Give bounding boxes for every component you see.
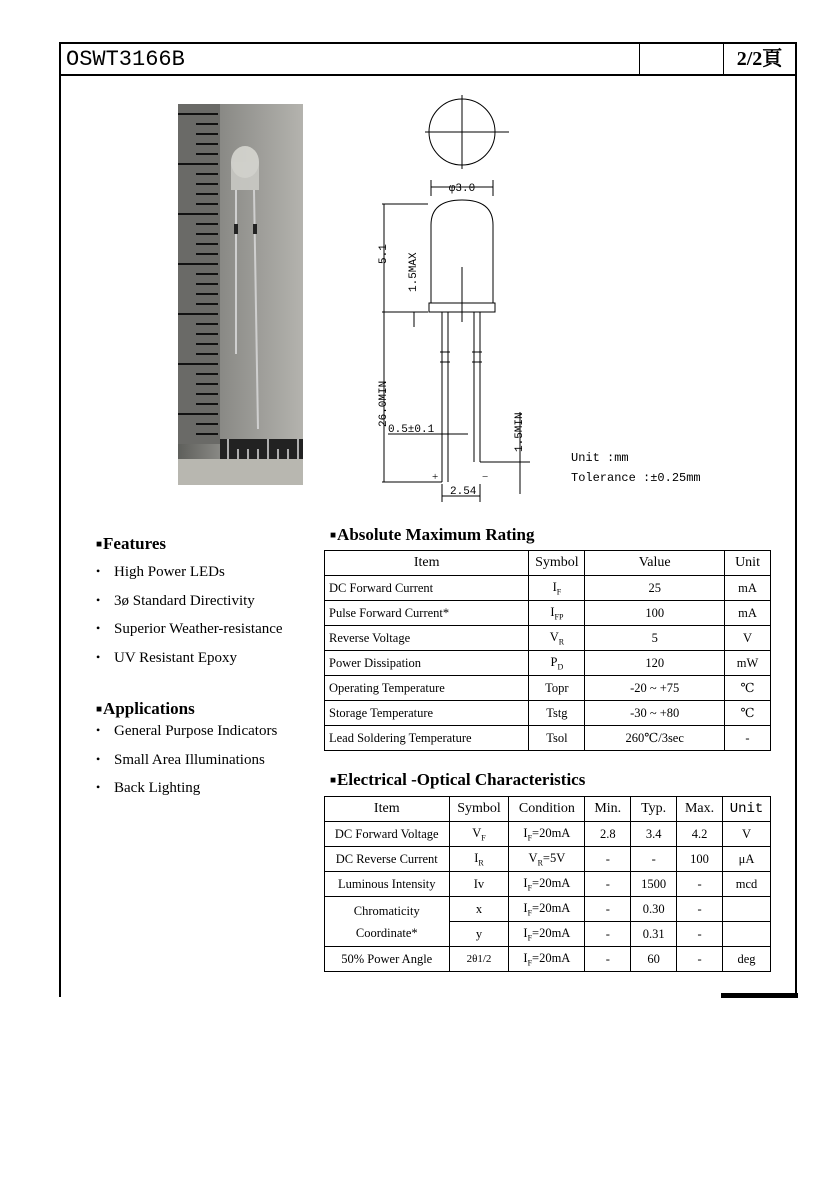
cell-symbol: $I_{FP}$ <box>529 601 585 626</box>
cell-item: Power Dissipation <box>325 651 529 676</box>
cell-condition: $I_F=20mA$ <box>509 872 585 897</box>
table-row <box>325 651 771 676</box>
table-row <box>325 576 771 601</box>
dim-flange: 1.5MAX <box>408 252 420 292</box>
col-unit: Unit <box>723 797 771 822</box>
cell-min: - <box>585 872 631 897</box>
table-header-row <box>325 551 771 576</box>
col-value: Value <box>585 551 725 576</box>
cell-item: Operating Temperature <box>325 676 529 701</box>
cell-item: Chromaticity Coordinate* <box>325 897 450 947</box>
header-bar <box>59 42 797 76</box>
cell-max: - <box>677 872 723 897</box>
col-min: Min. <box>585 797 631 822</box>
applications-list <box>96 723 277 809</box>
features-list <box>96 564 283 678</box>
cell-min: - <box>585 922 631 947</box>
cell-min: - <box>585 847 631 872</box>
cell-symbol: Tstg <box>529 701 585 726</box>
cell-item: DC Reverse Current <box>325 847 450 872</box>
cell-symbol: x <box>449 897 509 922</box>
dim-lead-min: 1.5MIN <box>514 412 526 452</box>
cell-item: 50% Power Angle <box>325 947 450 972</box>
applications-heading: ■Applications <box>96 699 195 718</box>
cell-min: - <box>585 897 631 922</box>
table-row <box>325 726 771 751</box>
list-item: • 3ø Standard Directivity <box>96 593 283 622</box>
table-row <box>325 701 771 726</box>
cell-value: 25 <box>585 576 725 601</box>
model-number: OSWT3166B <box>66 47 185 72</box>
col-item: Item <box>325 797 450 822</box>
cell-unit: mW <box>725 651 771 676</box>
electrical-table <box>324 796 771 972</box>
page-number: 2/2頁 <box>723 44 795 74</box>
cell-value: -20 ~ +75 <box>585 676 725 701</box>
cell-unit: mA <box>725 601 771 626</box>
cell-max: 4.2 <box>677 822 723 847</box>
dim-lead-width: 0.5±0.1 <box>388 424 435 436</box>
table-row <box>325 626 771 651</box>
cell-typ: 0.31 <box>631 922 677 947</box>
cell-max: - <box>677 947 723 972</box>
cell-typ: 1500 <box>631 872 677 897</box>
cell-unit: V <box>723 822 771 847</box>
cell-symbol: Topr <box>529 676 585 701</box>
cell-value: 120 <box>585 651 725 676</box>
col-symbol: Symbol <box>529 551 585 576</box>
dim-diameter: φ3.0 <box>448 183 476 195</box>
cell-symbol: $I_F$ <box>529 576 585 601</box>
cell-symbol: $I_R$ <box>449 847 509 872</box>
absolute-heading: ■Absolute Maximum Rating <box>330 525 535 544</box>
table-row <box>325 676 771 701</box>
bottom-bar <box>721 993 798 998</box>
cell-condition: $I_F=20mA$ <box>509 822 585 847</box>
cell-typ: 3.4 <box>631 822 677 847</box>
cell-max: - <box>677 922 723 947</box>
table-header-row <box>325 797 771 822</box>
electrical-heading: ■Electrical -Optical Characteristics <box>330 770 586 789</box>
unit-note: Unit :mm <box>571 451 629 465</box>
cell-unit <box>723 897 771 922</box>
cell-condition: $I_F=20mA$ <box>509 947 585 972</box>
table-row <box>325 601 771 626</box>
product-photo <box>178 104 303 485</box>
table-row <box>325 847 771 872</box>
col-symbol: Symbol <box>449 797 509 822</box>
col-typ: Typ. <box>631 797 677 822</box>
absolute-table <box>324 550 771 751</box>
col-item: Item <box>325 551 529 576</box>
list-item: • General Purpose Indicators <box>96 723 277 752</box>
anode-mark: + <box>432 471 439 483</box>
tolerance-note: Tolerance :±0.25mm <box>571 471 701 485</box>
cell-symbol: $V_R$ <box>529 626 585 651</box>
list-item: • High Power LEDs <box>96 564 283 593</box>
cell-item: DC Forward Voltage <box>325 822 450 847</box>
cell-item: DC Forward Current <box>325 576 529 601</box>
cell-symbol: 2θ1/2 <box>449 947 509 972</box>
list-item: • Superior Weather-resistance <box>96 621 283 650</box>
list-item: • Back Lighting <box>96 780 277 809</box>
cathode-mark: − <box>482 471 489 483</box>
list-item: • UV Resistant Epoxy <box>96 650 283 679</box>
table-row <box>325 897 771 922</box>
cell-max: 100 <box>677 847 723 872</box>
cell-value: 100 <box>585 601 725 626</box>
header-blank-cell <box>639 44 723 74</box>
cell-typ: 0.30 <box>631 897 677 922</box>
table-row <box>325 947 771 972</box>
cell-condition: $I_F=20mA$ <box>509 897 585 922</box>
cell-value: 260℃/3sec <box>585 726 725 751</box>
col-condition: Condition <box>509 797 585 822</box>
cell-min: 2.8 <box>585 822 631 847</box>
cell-item: Lead Soldering Temperature <box>325 726 529 751</box>
cell-value: -30 ~ +80 <box>585 701 725 726</box>
cell-symbol: Iv <box>449 872 509 897</box>
cell-unit: V <box>725 626 771 651</box>
cell-unit: ℃ <box>725 701 771 726</box>
cell-item: Luminous Intensity <box>325 872 450 897</box>
dimension-drawing <box>370 92 710 502</box>
cell-condition: $V_R=5V$ <box>509 847 585 872</box>
cell-typ: - <box>631 847 677 872</box>
cell-typ: 60 <box>631 947 677 972</box>
table-row <box>325 822 771 847</box>
cell-item: Storage Temperature <box>325 701 529 726</box>
cell-unit <box>723 922 771 947</box>
cell-unit: μA <box>723 847 771 872</box>
col-max: Max. <box>677 797 723 822</box>
cell-symbol: Tsol <box>529 726 585 751</box>
cell-symbol: $P_D$ <box>529 651 585 676</box>
cell-unit: mcd <box>723 872 771 897</box>
cell-unit: deg <box>723 947 771 972</box>
features-heading: ■Features <box>96 534 166 553</box>
cell-unit: - <box>725 726 771 751</box>
cell-unit: mA <box>725 576 771 601</box>
dim-lead-length: 26.0MIN <box>378 380 390 427</box>
dim-pitch: 2.54 <box>450 486 477 498</box>
table-row <box>325 872 771 897</box>
cell-symbol: y <box>449 922 509 947</box>
cell-item: Reverse Voltage <box>325 626 529 651</box>
list-item: • Small Area Illuminations <box>96 752 277 781</box>
cell-symbol: $V_F$ <box>449 822 509 847</box>
cell-item: Pulse Forward Current* <box>325 601 529 626</box>
cell-value: 5 <box>585 626 725 651</box>
cell-condition: $I_F=20mA$ <box>509 922 585 947</box>
cell-unit: ℃ <box>725 676 771 701</box>
cell-max: - <box>677 897 723 922</box>
dim-height: 5.1 <box>378 244 390 264</box>
col-unit: Unit <box>725 551 771 576</box>
cell-min: - <box>585 947 631 972</box>
